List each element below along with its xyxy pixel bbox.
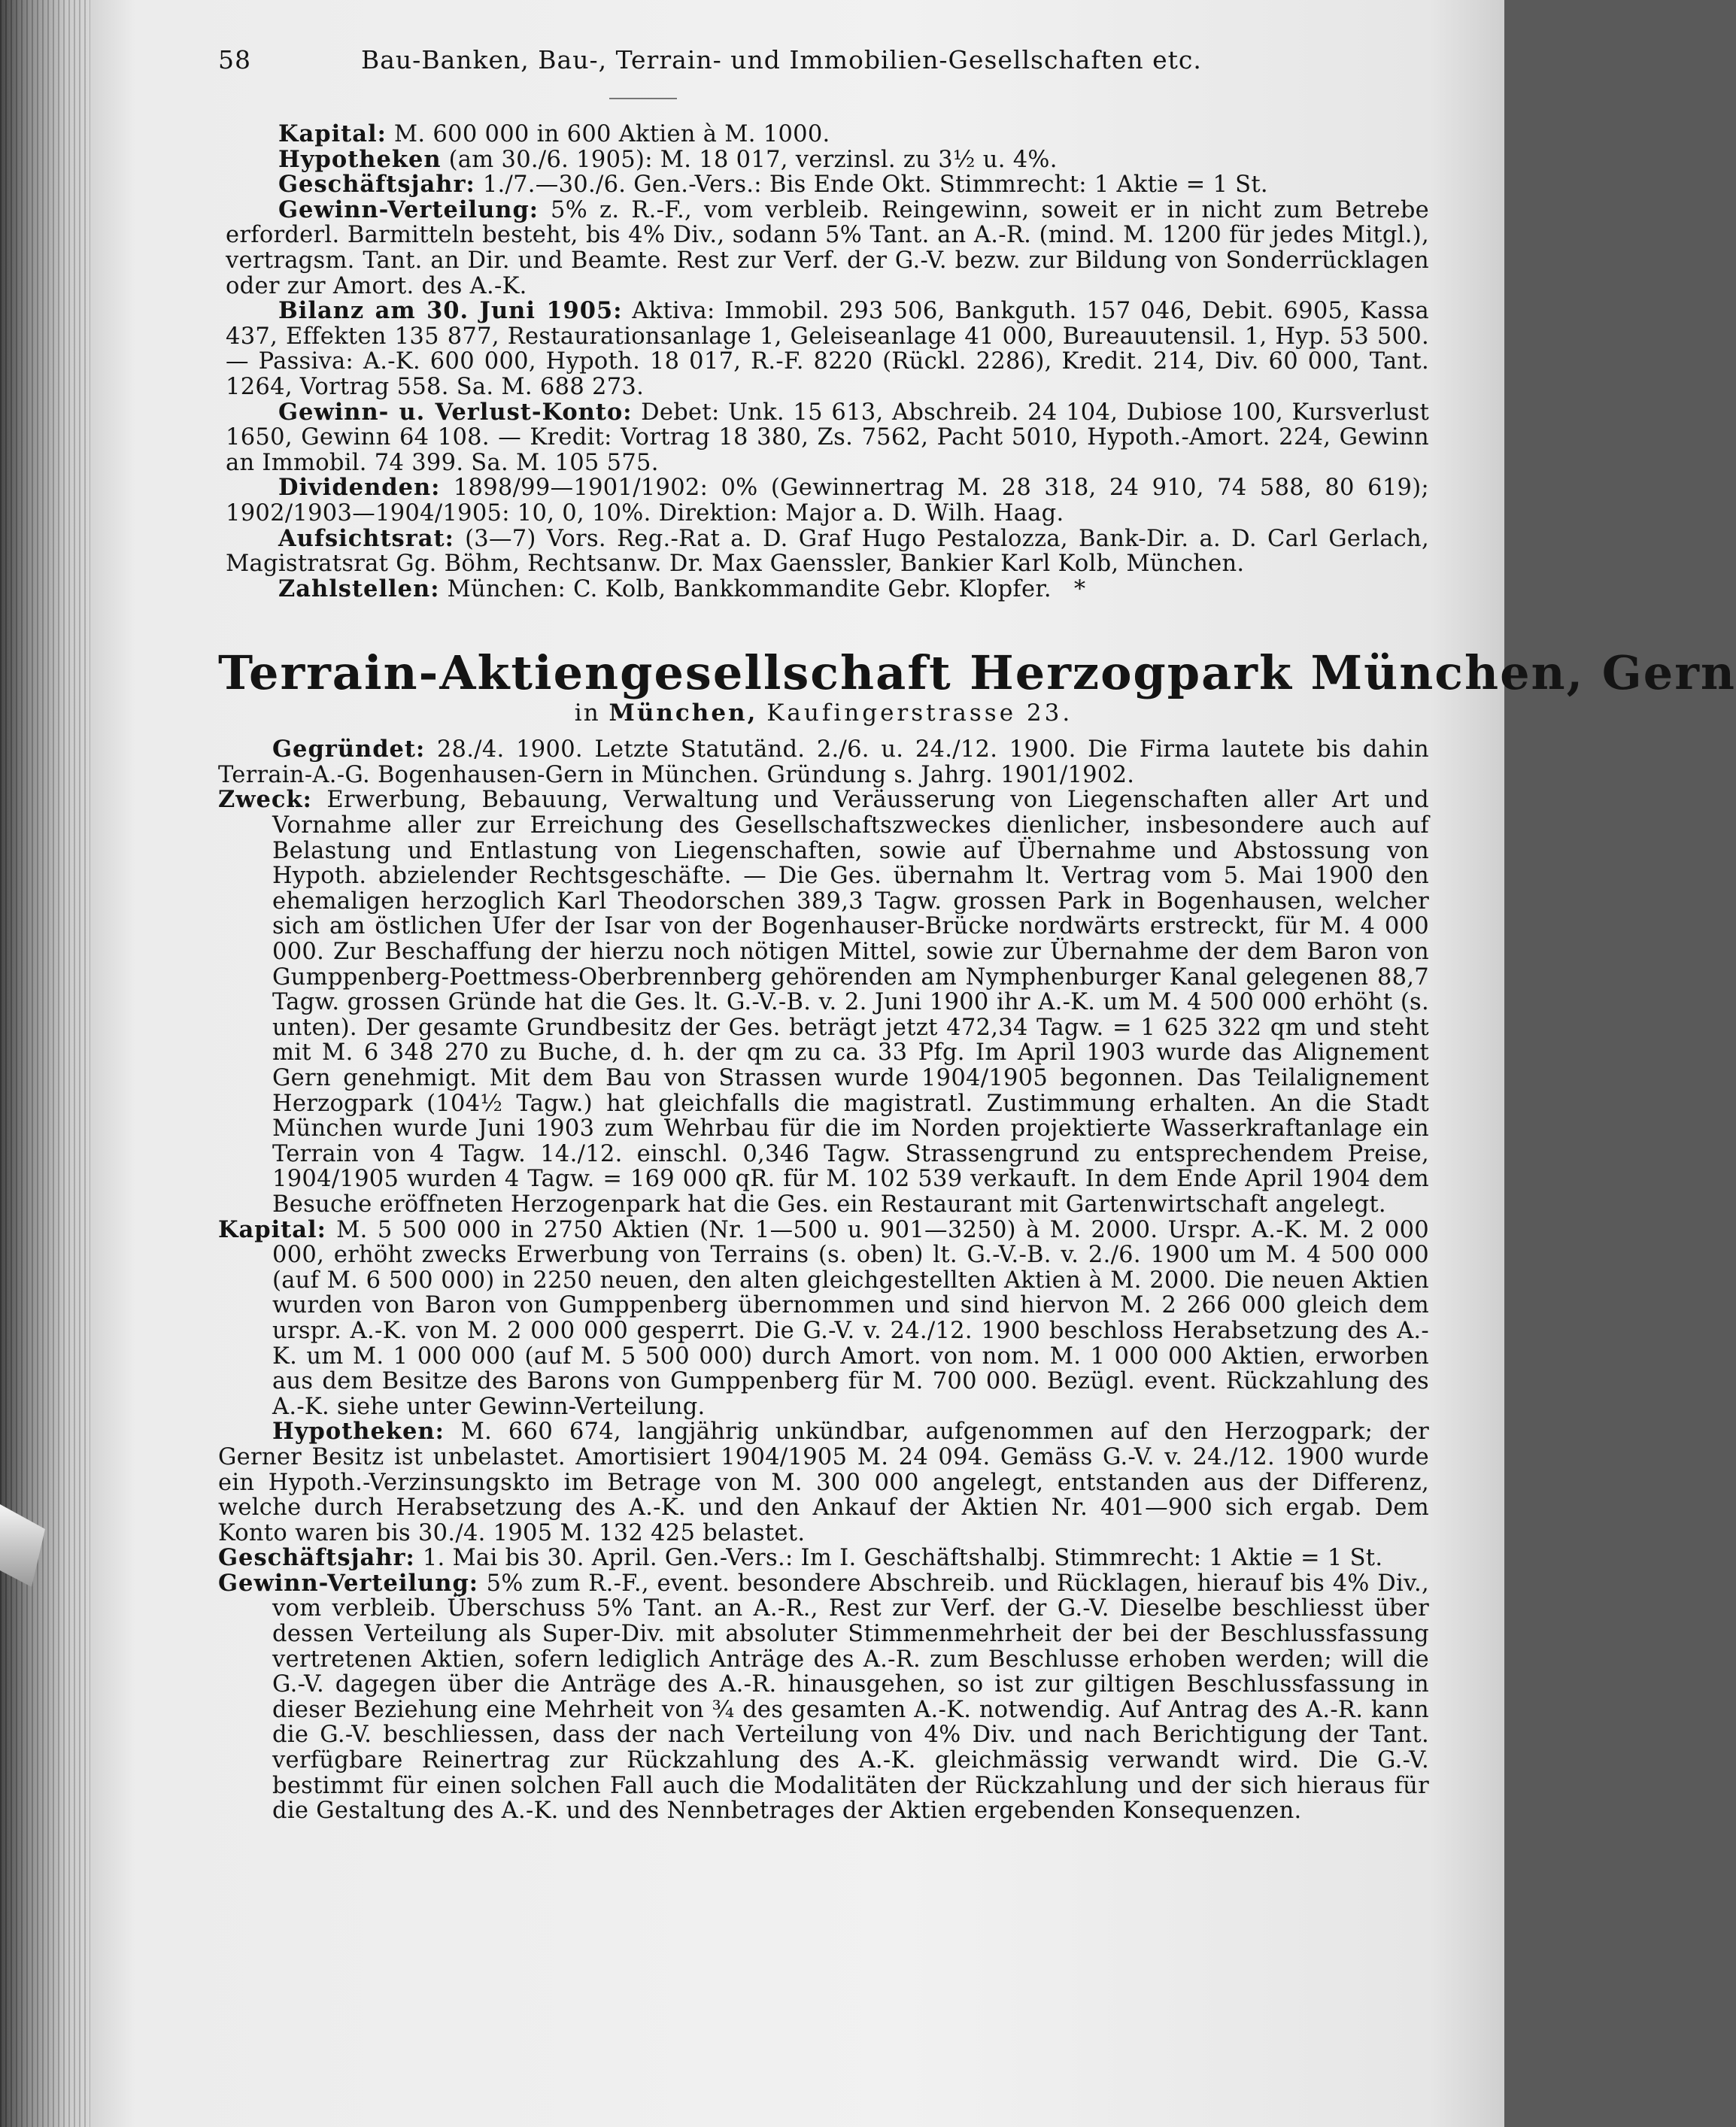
page-number: 58 bbox=[218, 45, 251, 74]
entry-paragraph bbox=[226, 147, 1429, 173]
entry-text: 1./7.—30./6. Gen.-Vers.: Bis Ende Okt. Stimmrecht: 1 Aktie = 1 St. bbox=[482, 171, 1268, 199]
entry-text: 5% z. R.-F., vom verbleib. Reingewinn, soweit er in nicht zum Betrebe erforderl. Barmitteln besteht, bis 4% Div., sodann 5% Tant. an A.-R. (mind. M. 1200 für jedes Mitgl.), vertragsm. Tant. an Dir. und Beamte. Rest zur Verf. der G.-V. bezw. zur Bildung von Sonderrücklagen oder zur Amort. des A.-K. bbox=[226, 196, 1429, 299]
entry-paragraph bbox=[226, 475, 1429, 526]
entry-label: Gewinn- u. Verlust-Konto: bbox=[278, 398, 633, 426]
company-title: Terrain-Aktiengesellschaft Herzogpark München, Gern bbox=[218, 645, 1736, 701]
entry-text: M. 660 674, langjährig unkündbar, aufgenommen auf den Herzogpark; der Gerner Besitz ist unbelastet. Amortisiert 1904/1905 M. 24 094. Gemäss G.-V. v. 24./12. 1900 wurde ein Hypoth.-Verzinsungskto im Betrage von M. 300 000 angelegt, entstanden aus der Differenz, welche durch Herabsetzung des A.-K. und den Ankauf der Aktien Nr. 401—900 sich ergab. Dem Konto waren bis 30./4. 1905 M. 132 425 belastet. bbox=[218, 1419, 1429, 1546]
page-content bbox=[218, 45, 1736, 2106]
entry-text: Aktiva: Immobil. 293 506, Bankguth. 157 046, Debit. 6905, Kassa 437, Effekten 135 877, Restaurationsanlage 1, Geleiseanlage 41 000, Bureauutensil. 1, Hyp. 53 500. — Passiva: A.-K. 600 000, Hypoth. 18 017, R.-F. 8220 (Rückl. 2286), Kredit. 214, Div. 60 000, Tant. 1264, Vortrag 558. Sa. M. 688 273. bbox=[226, 298, 1429, 400]
entry-herzogpark bbox=[218, 737, 1429, 1824]
entry-text: 5% zum R.-F., event. besondere Abschreib. und Rücklagen, hierauf bis 4% Div., vom verbleib. Überschuss 5% Tant. an A.-R., Rest zur Verf. der G.-V. Dieselbe beschliesst über dessen Verteilung als Super-Div. mit absoluter Stimmenmehrheit der bei der Beschlussfassung vertretenen Aktien, sofern lediglich Anträge des A.-R. zum Beschlusse erhoben werden; will die G.-V. dagegen über die Anträge des A.-R. hinausgehen, so ist zur giltigen Beschlussfassung in dieser Beziehung eine Mehrheit von ¾ des gesamten A.-K. notwendig. Auf Antrag des A.-R. kann die G.-V. beschliessen, dass der nach Verteilung von 4% Div. und nach Berichtigung der Tant. verfügbare Reinertrag zur Rückzahlung des A.-K. gleichmässig verwandt wird. Die G.-V. bestimmt für einen solchen Fall auch die Modalitäten der Rückzahlung und der sich hieraus für die Gestaltung des A.-K. und des Nennbetrages der Aktien ergebenden Konsequenzen. bbox=[272, 1570, 1429, 1825]
entry-text: Erwerbung, Bebauung, Verwaltung und Veräusserung von Liegenschaften aller Art und Vornahme aller zur Erreichung des Gesellschaftszweckes dienlicher, insbesondere auch auf Belastung und Entlastung von Liegenschaften, sowie auf Übernahme und Abstossung von Hypoth. abzielender Rechtsgeschäfte. — Die Ges. übernahm lt. Vertrag vom 5. Mai 1900 den ehemaligen herzoglich Karl Theodorschen 389,3 Tagw. grossen Park in Bogenhausen, welcher sich am östlichen Ufer der Isar von der Bogenhauser-Brücke nordwärts erstreckt, für M. 4 000 000. Zur Beschaffung der hierzu noch nötigen Mittel, sowie zur Übernahme der dem Baron von Gumppenberg-Poettmess-Oberbrennberg gehörenden am Nymphenburger Kanal gelegenen 88,7 Tagw. grossen Gründe hat die Ges. lt. G.-V.-B. v. 2. Juni 1900 ihr A.-K. um M. 4 500 000 erhöht (s. unten). Der gesamte Grundbesitz der Ges. beträgt jetzt 472,34 Tagw. = 1 625 322 qm und steht mit M. 6 348 270 zu Buche, d. h. der qm zu ca. 33 Pfg. Im April 1903 wurde das Alignement Gern genehmigt. Mit dem Bau von Strassen wurde 1904/1905 begonnen. Das Teilalignement Herzogpark (104½ Tagw.) hat gleichfalls die magistratl. Zustimmung erhalten. An die Stadt München wurde Juni 1903 zum Wehrbau für die im Norden projektierte Wasserkraftanlage ein Terrain von 4 Tagw. 14./12. einschl. 0,346 Tagw. Strassengrund zu entsprechendem Preise, 1904/1905 wurden 4 Tagw. = 169 000 qR. für M. 102 539 verkauft. In dem Ende April 1904 dem Besuche eröffneten Herzogenpark hat die Ges. ein Restaurant mit Gartenwirtschaft angelegt. bbox=[272, 787, 1429, 1218]
entry-paragraph bbox=[226, 577, 1429, 602]
entry-label: Aufsichtsrat: bbox=[278, 524, 454, 552]
company-location-prefix: in bbox=[574, 699, 600, 727]
company-location bbox=[218, 699, 1429, 727]
footnote-mark: * bbox=[1073, 575, 1086, 602]
entry-paragraph bbox=[218, 1215, 1430, 1420]
header-rule bbox=[609, 98, 677, 99]
entry-text: M. 5 500 000 in 2750 Aktien (Nr. 1—500 u. 901—3250) à M. 2000. Urspr. A.-K. M. 2 000 000, erhöht zwecks Erwerbung von Terrains (s. oben) lt. G.-V.-B. v. 2./6. 1900 um M. 4 500 000 (auf M. 6 500 000) in 2250 neuen, den alten gleichgestellten Aktien à M. 2000. Die neuen Aktien wurden von Baron von Gumppenberg übernommen und sind hiervon M. 2 266 000 gleich dem urspr. A.-K. von M. 2 000 000 gesperrt. Die G.-V. v. 24./12. 1900 beschloss Herabsetzung des A.-K. um M. 1 000 000 (auf M. 5 500 000) durch Amort. von nom. M. 1 000 000 Aktien, erworben aus dem Besitze des Barons von Gumppenberg für M. 700 000. Bezügl. event. Rückzahlung des A.-K. siehe unter Gewinn-Verteilung. bbox=[272, 1216, 1430, 1420]
entry-label: Hypotheken bbox=[278, 145, 442, 173]
entry-text: 28./4. 1900. Letzte Statutänd. 2./6. u. 24./12. 1900. Die Firma lautete bis dahin Terrain-A.-G. Bogenhausen-Gern in München. Gründung s. Jahrg. 1901/1902. bbox=[218, 736, 1429, 788]
entry-paragraph bbox=[218, 787, 1429, 1217]
entry-text: (am 30./6. 1905): M. 18 017, verzinsl. zu 3½ u. 4%. bbox=[448, 146, 1058, 173]
entry-label: Zweck: bbox=[218, 786, 312, 814]
entry-paragraph bbox=[218, 1419, 1429, 1546]
entry-text: München: C. Kolb, Bankkommandite Gebr. Klopfer. bbox=[447, 575, 1052, 602]
entry-text: M. 600 000 in 600 Aktien à M. 1000. bbox=[393, 121, 830, 147]
entry-paragraph bbox=[218, 737, 1429, 787]
entry-paragraph bbox=[226, 172, 1429, 198]
book-gutter bbox=[0, 0, 90, 2127]
entry-text: (3—7) Vors. Reg.-Rat a. D. Graf Hugo Pestalozza, Bank-Dir. a. D. Carl Gerlach, Magistratsrat Gg. Böhm, Rechtsanw. Dr. Max Gaenssler, Bankier Karl Kolb, München. bbox=[226, 525, 1429, 578]
entry-text: Debet: Unk. 15 613, Abschreib. 24 104, Dubiose 100, Kursverlust 1650, Gewinn 64 108. — Kredit: Vortrag 18 380, Zs. 7562, Pacht 5010, Hypoth.-Amort. 224, Gewinn an Immobil. 74 399. Sa. M. 105 575. bbox=[226, 399, 1430, 476]
entry-label: Gewinn-Verteilung: bbox=[278, 196, 539, 223]
company-city: München, bbox=[609, 699, 758, 727]
entry-paragraph bbox=[218, 1571, 1429, 1824]
entry-paragraph bbox=[226, 400, 1429, 476]
entry-paragraph bbox=[218, 1546, 1429, 1571]
running-head-title: Bau-Banken, Bau-, Terrain- und Immobilien-Gesellschaften etc. bbox=[361, 45, 1202, 74]
entry-paragraph bbox=[226, 198, 1429, 299]
company-address: Kaufingerstrasse 23. bbox=[766, 699, 1073, 727]
running-head bbox=[218, 45, 1429, 98]
entry-paragraph bbox=[226, 526, 1429, 577]
entry-label: Gegründet: bbox=[272, 736, 426, 763]
entry-paragraph bbox=[226, 299, 1429, 399]
entry-label: Zahlstellen: bbox=[278, 575, 440, 602]
entry-text: 1898/99—1901/1902: 0% (Gewinnertrag M. 28 318, 24 910, 74 588, 80 619); 1902/1903—1904/1905: 10, 0, 10%. Direktion: Major a. D. Wilh. Haag. bbox=[226, 475, 1429, 526]
entry-label: Hypotheken: bbox=[272, 1418, 445, 1446]
entry-label: Kapital: bbox=[218, 1215, 326, 1243]
entry-paragraph bbox=[226, 122, 1429, 147]
entry-label: Geschäftsjahr: bbox=[218, 1544, 415, 1572]
entry-label: Gewinn-Verteilung: bbox=[218, 1569, 479, 1597]
entry-text: 1. Mai bis 30. April. Gen.-Vers.: Im I. Geschäftshalbj. Stimmrecht: 1 Aktie = 1 St. bbox=[422, 1545, 1383, 1572]
entry-label: Kapital: bbox=[278, 120, 387, 147]
entry-label: Bilanz am 30. Juni 1905: bbox=[278, 297, 623, 325]
entry-previous-company bbox=[226, 122, 1429, 602]
entry-label: Dividenden: bbox=[278, 474, 441, 502]
entry-label: Geschäftsjahr: bbox=[278, 171, 475, 199]
